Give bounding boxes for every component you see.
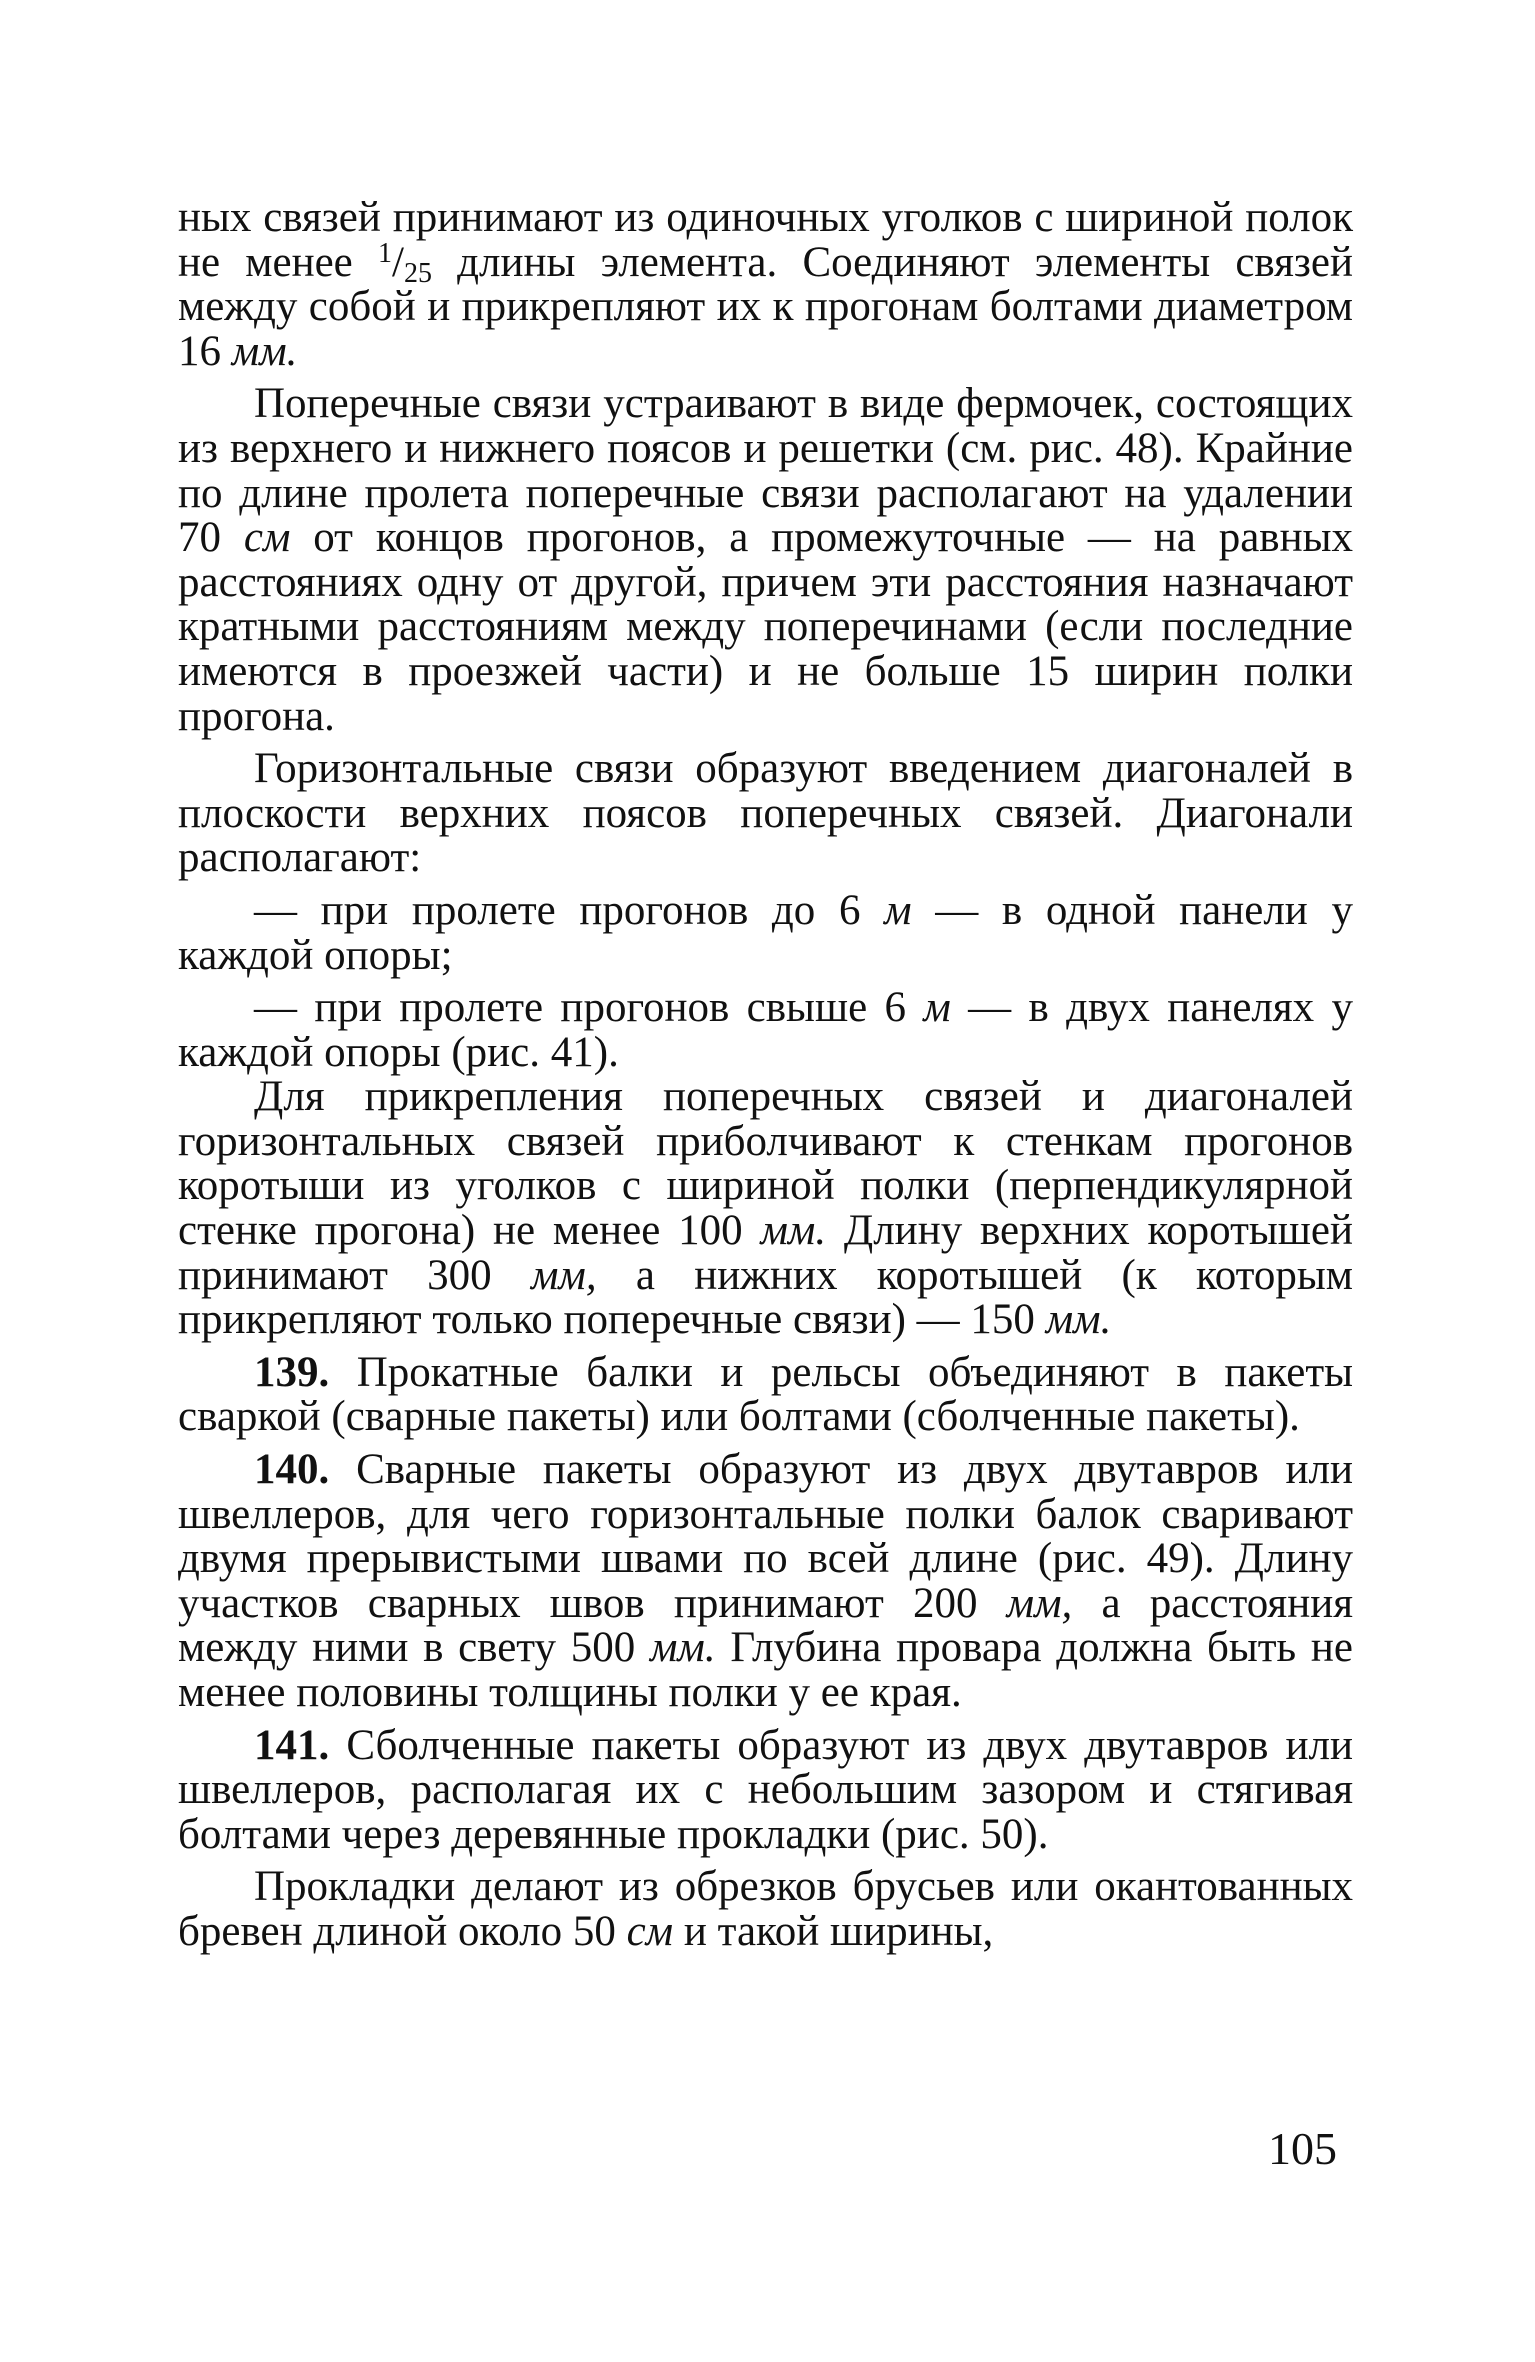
section-140: 140. Сварные пакеты образуют из двух двутавров или швеллеров, для чего горизонтальные полки балок сваривают двумя прерывистыми швами по всей длине (рис. 49). Длину участков сварных швов принимают 200 мм, а расстояния между ними в свету 500 мм. Глубина провара должна быть не менее половины толщины полки у ее края. — [178, 1446, 1353, 1716]
page-body-text — [178, 196, 1353, 1955]
list-item-1: — при пролете прогонов до 6 м — в одной панели у каждой опоры; — [178, 886, 1353, 979]
page-number: 105 — [1268, 2123, 1337, 2174]
fraction-separator: / — [391, 238, 404, 286]
list-item-2: — при пролете прогонов свыше 6 м — в двух панелях у каждой опоры (рис. 41). — [178, 984, 1353, 1076]
paragraph-1: ных связей принимают из одиночных уголков с шириной полок не менее $^1$/25 длины элемента. Соединяют элементы связей между собой и прикрепляют их к прогонам болтами диаметром 16 мм. — [178, 194, 1353, 375]
section-number: 139. — [254, 1348, 330, 1396]
section-139: 139. Прокатные балки и рельсы объединяют в пакеты сваркой (сварные пакеты) или болтами (сболченные пакеты). — [178, 1348, 1353, 1441]
section-number: 141. — [254, 1721, 330, 1769]
section-141: 141. Сболченные пакеты образуют из двух двутавров или швеллеров, располагая их с небольшим зазором и стягивая болтами через деревянные прокладки (рис. 50). — [178, 1721, 1353, 1858]
section-number: 140. — [254, 1446, 330, 1494]
fraction-numerator: 1 — [377, 237, 392, 269]
fraction-denominator: 25 — [403, 257, 432, 289]
paragraph-2: Поперечные связи устраивают в виде фермочек, состоящих из верхнего и нижнего поясов и решетки (см. рис. 48). Крайние по длине пролета поперечные связи располагают на удалении 70 см от концов прогонов, а промежуточные — на равных расстояниях одну от другой, причем эти расстояния назначают кратными расстояниям между поперечинами (если последние имеются в проезжей части) и не больше 15 ширин полки прогона. — [178, 380, 1353, 740]
paragraph-4: Для прикрепления поперечных связей и диагоналей горизонтальных связей приболчивают к стенкам прогонов коротыши из уголков с шириной полки (перпендикулярной стенке прогона) не менее 100 мм. Длину верхних коротышей принимают 300 мм, а нижних коротышей (к которым прикрепляют только поперечные связи) — 150 мм. — [178, 1073, 1353, 1344]
paragraph-3: Горизонтальные связи образуют введением диагоналей в плоскости верхних поясов поперечных связей. Диагонали располагают: — [178, 745, 1353, 882]
paragraph-5: Прокладки делают из обрезков брусьев или окантованных бревен длиной около 50 см и такой ширины, — [178, 1863, 1353, 1955]
